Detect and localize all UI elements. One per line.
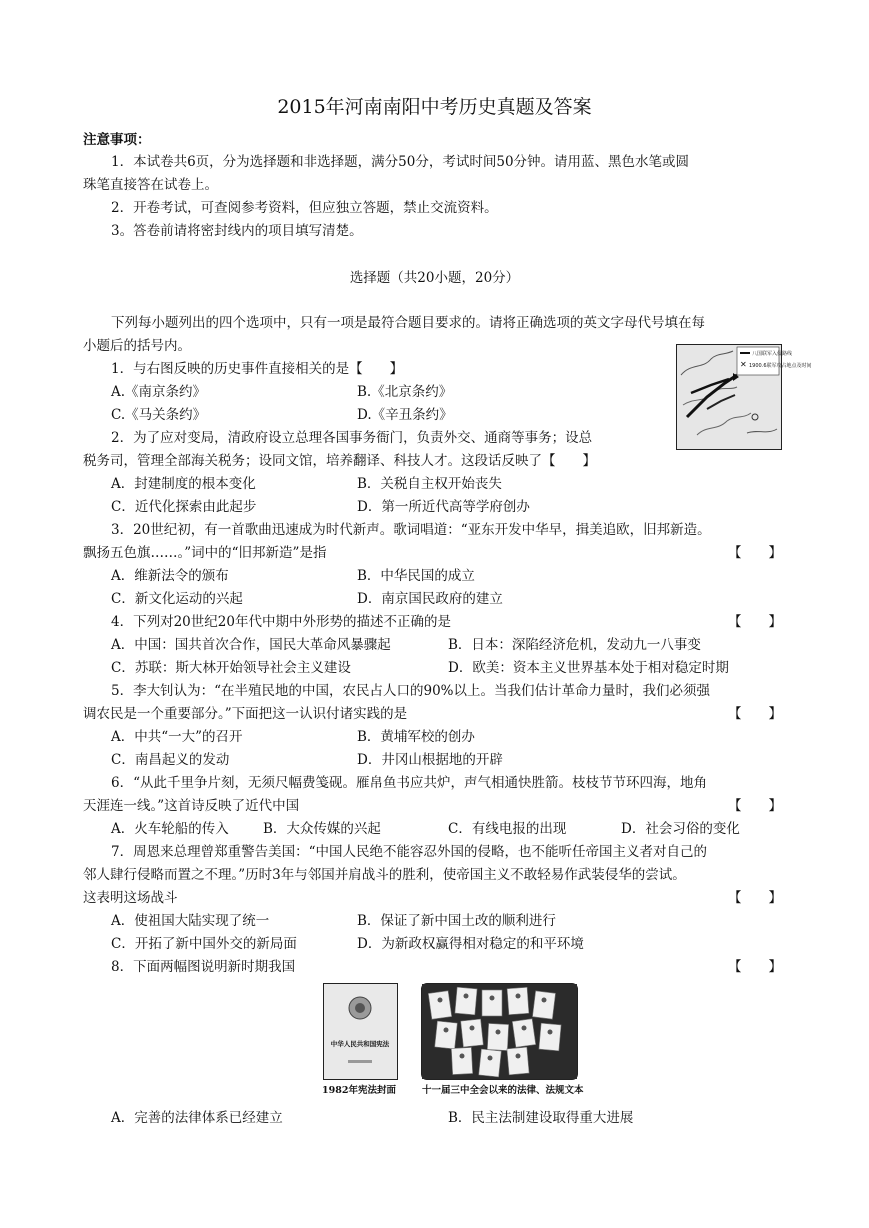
- q4-option-c: C．苏联：斯大林开始领导社会主义建设: [111, 660, 351, 676]
- q8-option-a: A．完善的法律体系已经建立: [111, 1110, 283, 1126]
- notice-heading: 注意事项：: [83, 132, 151, 148]
- notice-item-1: 1．本试卷共6页，分为选择题和非选择题，满分50分，考试时间50分钟。请用蓝、黑色水笔或圆: [111, 154, 690, 170]
- q6-stem: 6．“从此千里争片刻，无须尺幅费笺砚。雁帛鱼书应共炉，声气相通快胜箭。枝枝节节环四海，地角: [111, 775, 707, 791]
- q7-answer-bracket: 【 】: [728, 890, 782, 906]
- q2-option-c: C．近代化探索由此起步: [111, 499, 257, 515]
- law-texts-drawing: [422, 984, 577, 1079]
- map-legend-2: 1900.6联军攻占地点及时间: [749, 363, 812, 369]
- q7-option-c: C．开拓了新中国外交的新局面: [111, 936, 297, 952]
- q8-answer-bracket: 【 】: [728, 959, 782, 975]
- q7-option-d: D．为新政权赢得相对稳定的和平环境: [357, 936, 584, 952]
- q5-option-d: D．井冈山根据地的开辟: [357, 752, 503, 768]
- map-drawing: [677, 345, 812, 449]
- q3-answer-bracket: 【 】: [728, 545, 782, 561]
- q3-option-d: D．南京国民政府的建立: [357, 591, 503, 607]
- page-title: 2015年河南南阳中考历史真题及答案: [277, 96, 592, 118]
- q7-stem: 7．周恩来总理曾郑重警告美国：“中国人民绝不能容忍外国的侵略，也不能听任帝国主义者对自己的: [111, 844, 707, 860]
- q4-option-a: A．中国：国共首次合作，国民大革命风暴骤起: [111, 637, 391, 653]
- q6-option-b: B．大众传媒的兴起: [263, 821, 381, 837]
- q8-stem: 8．下面两幅图说明新时期我国: [111, 959, 296, 975]
- q2-option-d: D．第一所近代高等学府创办: [357, 499, 530, 515]
- law-texts-image: [421, 983, 578, 1080]
- q6-option-d: D．社会习俗的变化: [621, 821, 740, 837]
- q7-stem-cont2: 这表明这场战斗: [83, 890, 178, 906]
- notice-item-2: 2．开卷考试，可查阅参考资料，但应独立答题，禁止交流资料。: [111, 200, 498, 216]
- q4-answer-bracket: 【 】: [728, 614, 782, 630]
- q5-stem-cont: 调农民是一个重要部分。”下面把这一认识付诸实践的是: [83, 706, 408, 722]
- q7-option-a: A．使祖国大陆实现了统一: [111, 913, 270, 929]
- q4-stem: 4．下列对20世纪20年代中期中外形势的描述不正确的是: [111, 614, 451, 630]
- q4-option-d: D．欧美：资本主义世界基本处于相对稳定时期: [448, 660, 729, 676]
- q6-stem-cont: 天涯连一线。”这首诗反映了近代中国: [83, 798, 300, 814]
- notice-item-1-cont: 珠笔直接答在试卷上。: [83, 177, 218, 193]
- q2-option-b: B．关税自主权开始丧失: [357, 476, 502, 492]
- q2-option-a: A．封建制度的根本变化: [111, 476, 256, 492]
- caption-law-texts: 十一届三中全会以来的法律、法规文本: [422, 1085, 584, 1096]
- q6-option-a: A．火车轮船的传入: [111, 821, 229, 837]
- svg-text:✕: ✕: [740, 360, 747, 369]
- constitution-cover-image: [323, 983, 398, 1080]
- map-legend-1: 八国联军入侵路线: [752, 351, 793, 357]
- q1-stem: 1．与右图反映的历史事件直接相关的是【 】: [111, 361, 404, 377]
- q5-answer-bracket: 【 】: [728, 706, 782, 722]
- q1-option-c: C.《马关条约》: [111, 407, 207, 423]
- notice-item-3: 3。答卷前请将密封线内的项目填写清楚。: [111, 223, 363, 239]
- q6-option-c: C．有线电报的出现: [448, 821, 567, 837]
- q6-answer-bracket: 【 】: [728, 798, 782, 814]
- section-heading: 选择题（共20小题，20分）: [349, 270, 520, 286]
- q4-option-b: B．日本：深陷经济危机，发动九一八事变: [448, 637, 701, 653]
- q3-stem-cont: 飘扬五色旗……。”词中的“旧邦新造”是指: [83, 545, 327, 561]
- section-intro-cont: 小题后的括号内。: [83, 338, 191, 354]
- q8-option-b: B．民主法制建设取得重大进展: [448, 1110, 634, 1126]
- q5-option-c: C．南昌起义的发动: [111, 752, 230, 768]
- invasion-route-map: [676, 344, 812, 450]
- q5-stem: 5．李大钊认为：“在半殖民地的中国，农民占人口的90%以上。当我们估计革命力量时，我们必须强: [111, 683, 710, 699]
- q2-stem: 2．为了应对变局，清政府设立总理各国事务衙门，负责外交、通商等事务；设总: [111, 430, 593, 446]
- q3-option-a: A．维新法令的颁布: [111, 568, 229, 584]
- q1-option-b: B.《北京条约》: [357, 384, 453, 400]
- q5-option-a: A．中共“一大”的召开: [111, 729, 243, 745]
- q3-stem: 3．20世纪初，有一首歌曲迅速成为时代新声。歌词唱道：“亚东开发中华早，揖美追欧，旧邦新造。: [111, 522, 711, 538]
- q7-option-b: B．保证了新中国土改的顺利进行: [357, 913, 556, 929]
- q3-option-b: B．中华民国的成立: [357, 568, 475, 584]
- caption-constitution: 1982年宪法封面: [322, 1085, 396, 1096]
- q5-option-b: B．黄埔军校的创办: [357, 729, 475, 745]
- section-intro: 下列每小题列出的四个选项中，只有一项是最符合题目要求的。请将正确选项的英文字母代号填在每: [111, 315, 705, 331]
- constitution-book-title: 中华人民共和国宪法: [330, 1040, 390, 1048]
- q3-option-c: C．新文化运动的兴起: [111, 591, 243, 607]
- q1-option-d: D.《辛丑条约》: [357, 407, 453, 423]
- q7-stem-cont: 邻人肆行侵略而置之不理。”历时3年与邻国并肩战斗的胜利，使帝国主义不敢轻易作武装侵华的尝试。: [83, 867, 686, 883]
- q1-option-a: A.《南京条约》: [111, 384, 207, 400]
- q2-stem-cont: 税务司，管理全部海关税务；设同文馆，培养翻译、科技人才。这段话反映了【 】: [83, 453, 596, 469]
- constitution-cover-drawing: [324, 984, 397, 1079]
